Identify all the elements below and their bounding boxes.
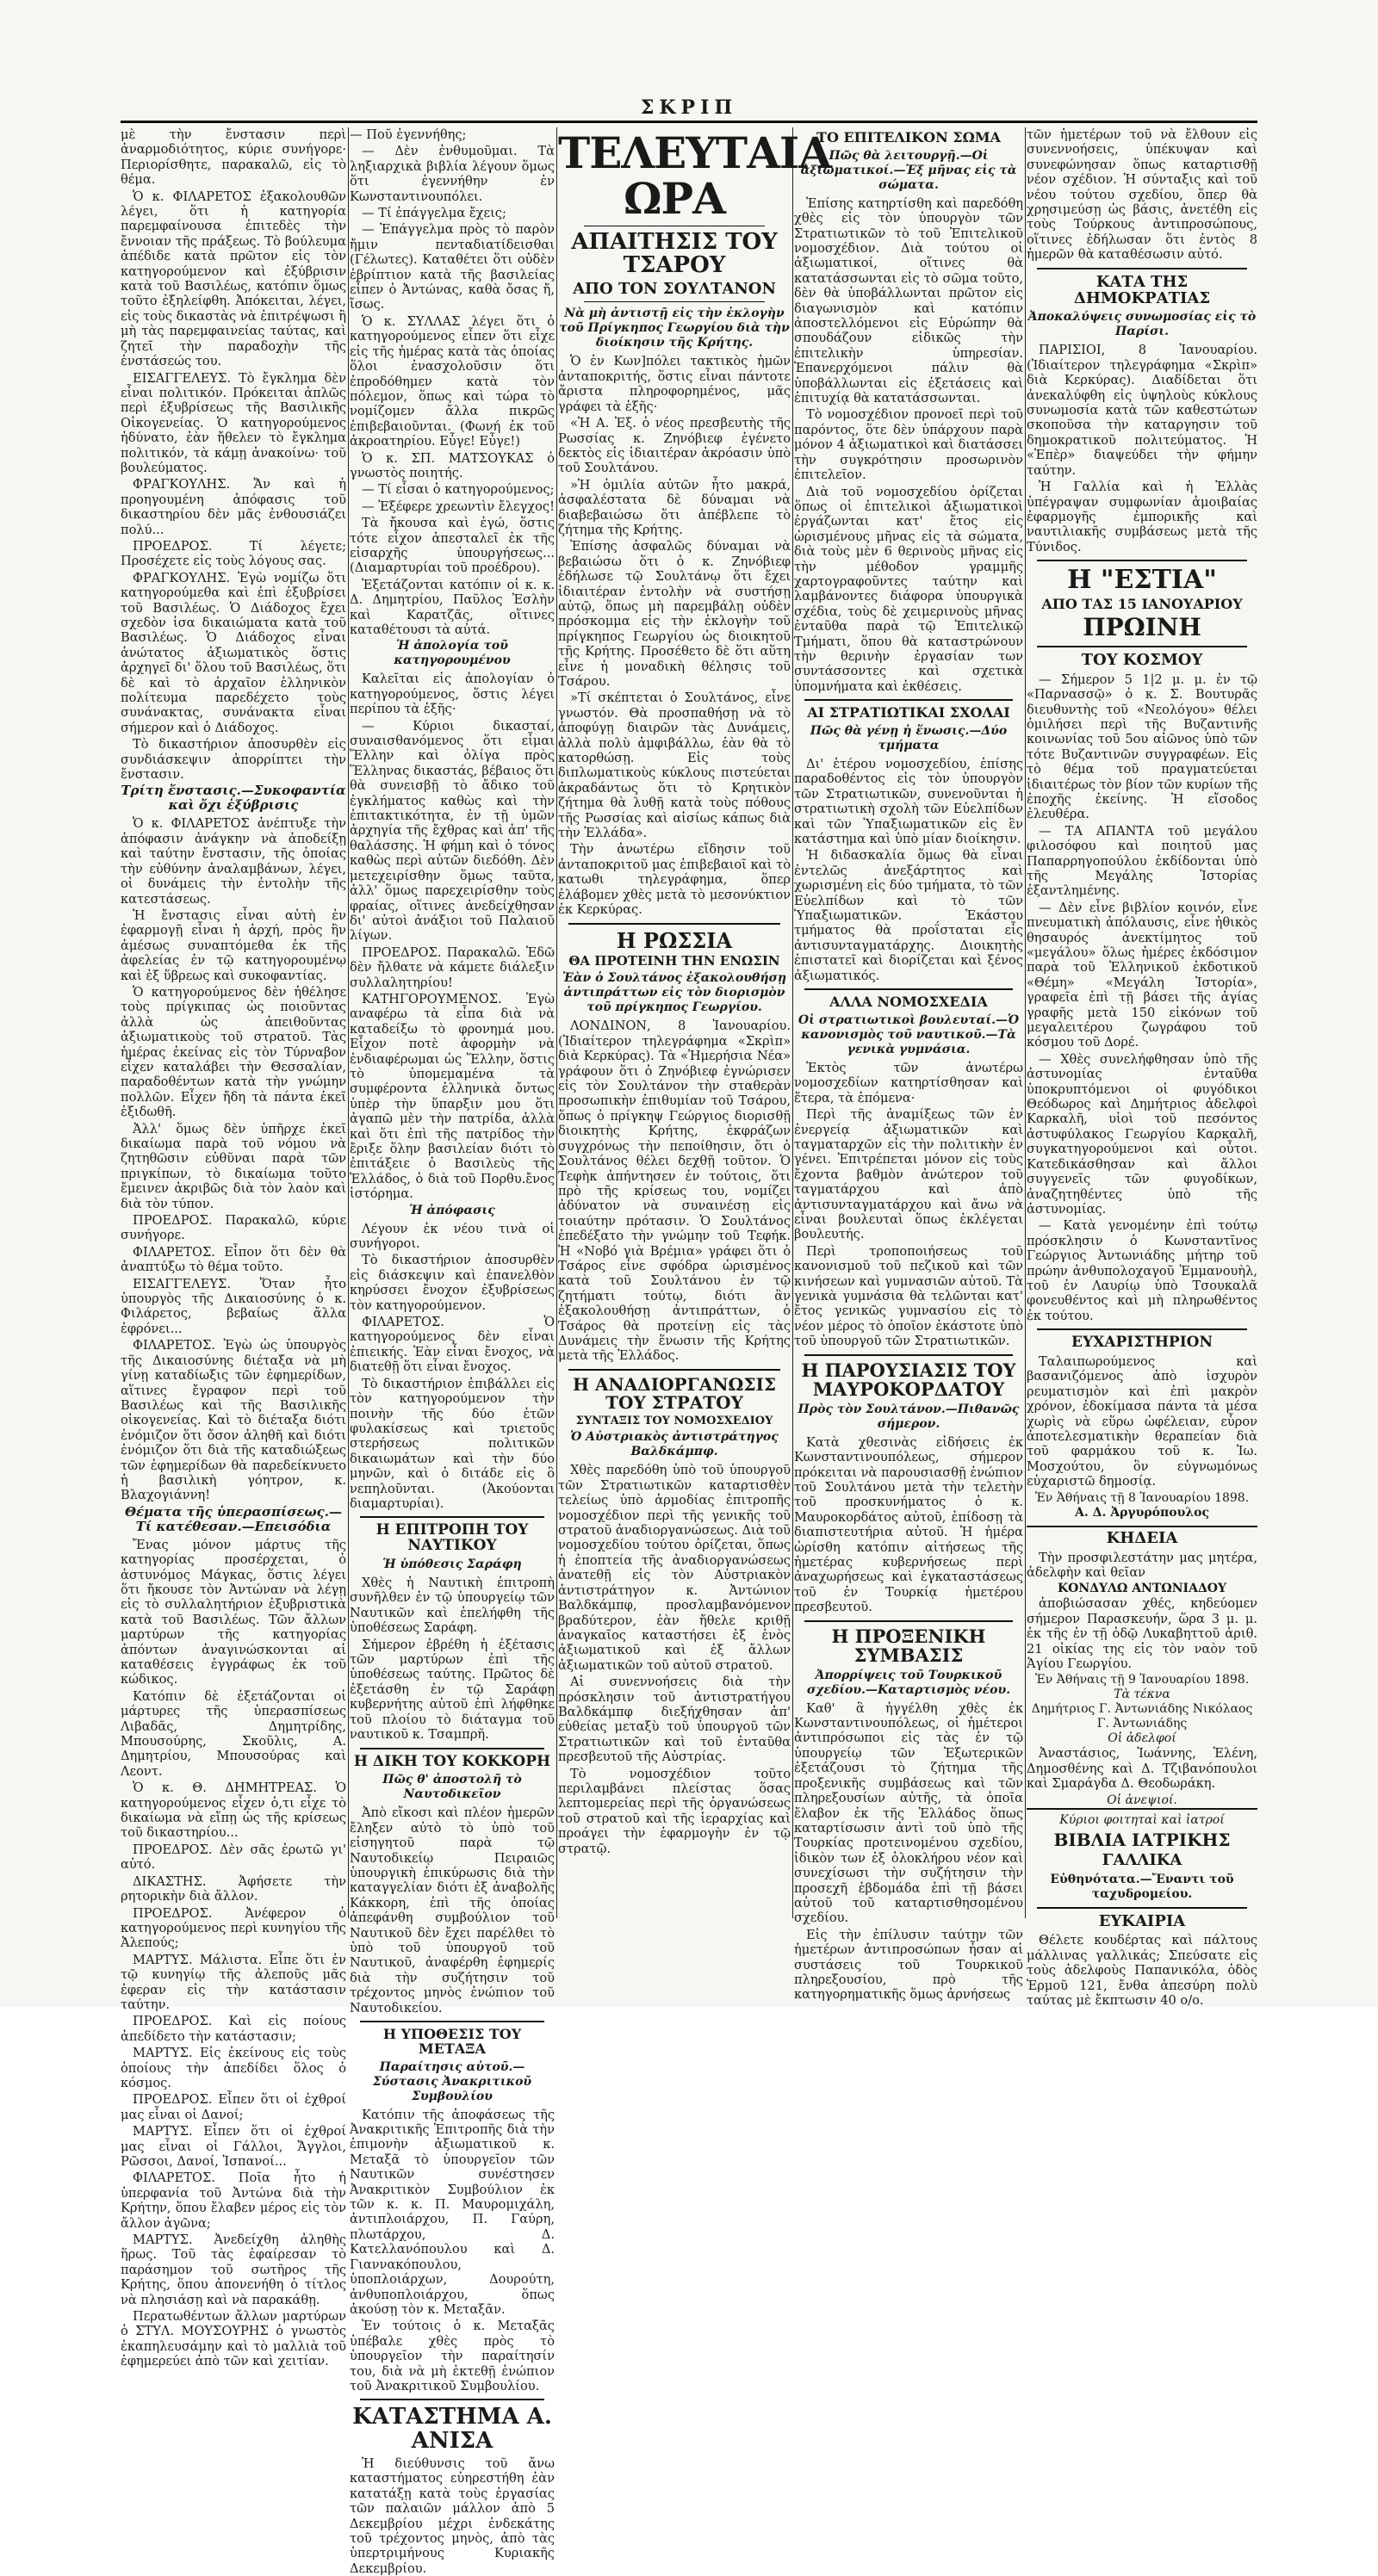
- article-paragraph: Ὁ κ. Θ. ΔΗΜΗΤΡΕΑΣ. Ὁ κατηγορούμενος εἶχεν ὁ,τι εἶχε τὸ δικαίωμα νὰ εἴπῃ ὡς τῆς κρίσεως τοῦ δικαστηρίου...: [121, 1780, 346, 1841]
- article-paragraph: Ἔνας μόνον μάρτυς τῆς κατηγορίας προσέρχεται, ὁ ἀστυνόμος Μάγκας, ὅστις λέγει ὅτι ἤκουσε τὸν Ἀντώναν νὰ λέγῃ εἰς τὸ συλλαλητήριον ἐξυβριστικὰ κατὰ τοῦ Βασιλέως. Τῶν ἄλλων μαρτύρων τῆς κατηγορίας ἀπόντων ἀναγινώσκονται αἱ καταθέσεις ἐγγράφως ἐκ τοῦ κώδικος.: [121, 1537, 346, 1687]
- section-heading: ΚΑΤΑ ΤΗΣ ΔΗΜΟΚΡΑΤΙΑΣ: [1073, 272, 1211, 307]
- article-paragraph: ΠΡΟΕΔΡΟΣ. Ἀνέφερον ὁ κατηγορούμενος περὶ κυνηγίου τῆς Ἀλεπούς;: [121, 1905, 346, 1951]
- article-paragraph: Ἀλλ' ὅμως δὲν ὑπῆρχε ἐκεῖ δικαίωμα παρὰ τοῦ νόμου νὰ ζητηθῶσιν εὐθῦναι παρὰ τῶν πριγκίπων, τὸ δικαίωμα τοῦτο ἔμεινεν ἀκριβῶς διὰ τὸν λαὸν καὶ διὰ τὸν τύπον.: [121, 1121, 346, 1211]
- article-paragraph: Ἐξετάζονται κατόπιν οἱ κ. κ. Δ. Δημητρίου, Παῦλος Ἐσλὴν καὶ Καρατζᾶς, οἵτινες καταθέτουσι τὰ αὐτά.: [350, 577, 555, 637]
- article-paragraph: — Κατὰ γενομένην ἐπὶ τούτῳ πρόσκλησιν ὁ Κωνσταντῖνος Γεώργιος Ἀντωνιάδης μήτηρ τοῦ πρώην ἀνθυπολοχαγοῦ Ἐμμανουὴλ, τοῦ ἐν Λαυρίῳ ὑπὸ Τσουκαλᾶ φονευθέντος καὶ μὴ πληρωθέντος ἐκ τούτου.: [1027, 1218, 1257, 1323]
- section-subheading: Ἐὰν ὁ Σουλτάνος ἐξακολουθήσῃ ἀντιπράττων εἰς τὸν διορισμὸν τοῦ πρίγκηπος Γεωργίου.: [562, 971, 787, 1015]
- article-paragraph: Ἐν Ἀθήναις τῇ 9 Ἰανουαρίου 1898.: [1034, 1673, 1250, 1687]
- column-divider: [792, 127, 793, 1918]
- article-paragraph: — Τί εἶσαι ὁ κατηγορούμενος;: [362, 482, 555, 498]
- article-paragraph: ΜΑΡΤΥΣ. Εἶπεν ὅτι οἱ ἐχθροί μας εἶναι οἱ Γάλλοι, Ἄγγλοι, Ρῶσσοι, Δανοί, Ἰσπανοί...: [121, 2124, 346, 2169]
- article-paragraph: Ὁ ἐν Κων]πόλει τακτικὸς ἡμῶν ἀνταποκριτής, ὅστις εἶναι πάντοτε ἄριστα πληροφορημένος, μᾶς γράφει τὰ ἑξῆς·: [558, 354, 791, 414]
- article-paragraph: Τὰ τέκνα: [1114, 1687, 1170, 1702]
- article-paragraph: Δι' ἑτέρου νομοσχεδίου, ἐπίσης παραδοθέντος εἰς τὸν ὑπουργὸν τῶν Στρατιωτικῶν, συνενοῦνται ἡ στρατιωτικὴ σχολὴ τῶν Εὐελπίδων καὶ τῶν Ὑπαξιωματικῶν εἰς ἓν κατάστημα καὶ ὑπὸ μίαν διοίκησιν.: [794, 757, 1023, 847]
- section-heading: Η ΕΠΙΤΡΟΠΗ ΤΟΥ ΝΑΥΤΙΚΟΥ: [376, 1521, 529, 1555]
- section-subheading: Ὁ Αὐστριακὸς ἀντιστράτηγος Βαλδκάμπφ.: [570, 1430, 779, 1459]
- section-heading: Η ΠΑΡΟΥΣΙΑΣΙΣ ΤΟΥ ΜΑΥΡΟΚΟΡΔΑΤΟΥ: [801, 1359, 1016, 1400]
- article-paragraph: Περὶ τῆς ἀναμίξεως τῶν ἐν ἐνεργείᾳ ἀξιωματικῶν καὶ ταγματαρχῶν εἰς τὴν πολιτικὴν ἐν γένει. Ἐπιτρέπεται μόνον εἰς τοὺς ἔχοντα βαθμὸν ἀνώτερον τοῦ ταγματάρχου καὶ ἀπὸ ἀντισυνταγματάρχου καὶ ἄνω νὰ εἶναι βουλευταὶ ὅπως ἐκλέγεται βουλευτής.: [794, 1107, 1023, 1242]
- article-paragraph: Ἐν τούτοις ὁ κ. Μεταξᾶς ὑπέβαλε χθὲς πρὸς τὸ ὑπουργεῖον τὴν παραίτησίν του, διὰ νὰ μὴ ἐκτεθῇ ἐνώπιον τοῦ Ἀνακριτικοῦ Συμβουλίου.: [350, 2319, 555, 2393]
- article-paragraph: Ἐκτὸς τῶν ἀνωτέρω νομοσχεδίων κατηρτίσθησαν καὶ ἕτερα, τὰ ἑπόμενα·: [794, 1060, 1023, 1105]
- section-heading: Η ΑΝΑΔΙΟΡΓΑΝΩΣΙΣ ΤΟΥ ΣΤΡΑΤΟΥ: [573, 1373, 776, 1413]
- article-paragraph: Περατωθέντων ἄλλων μαρτύρων ὁ ΣΤΥΛ. ΜΟΥΣΟΥΡΗΣ ὁ γνωστὸς ἐκαπηλευσάμην καὶ τὸ μαλλιὰ τοῦ ἐφημερεύει ἀπὸ τῶν καὶ χειτίαν.: [121, 2309, 346, 2369]
- article-paragraph: — Ἐπάγγελμα πρὸς τὸ παρὸν ἤμιν πενταδιατίδεισθαι (Γέλωτες). Καταθέτει ὅτι οὐδὲν ἐβρίπτιον κατὰ τῆς βασιλείας εἶπεν ὁ Ἀντώνας, καθὰ ὄσας ἤ, ἴσως.: [350, 222, 555, 313]
- article-paragraph: »Τί σκέπτεται ὁ Σουλτάνος, εἶνε γνωστόν. Θὰ προσπαθήσῃ νὰ τὸ ἀποφύγῃ διαιρῶν τὰς Δυνάμεις, ἀλλὰ πολὺ ἀμφιβάλλω, ἐὰν θὰ τὸ κατορθώσῃ. Εἰς τοὺς διπλωματικοὺς κύκλους πιστεύεται ἀκραδάντως ὅτι τὸ Κρητικὸν ζήτημα θὰ λυθῇ κατὰ τοὺς πόθους τῆς Ρωσσίας καὶ αἰσίως κάπως διὰ τὴν Ἑλλάδα».: [558, 690, 791, 841]
- obituary-notice: [1027, 1526, 1257, 1810]
- ad-line: Κύριοι φοιτηταὶ καὶ ἰατροί: [1059, 1812, 1225, 1827]
- section-rule: [568, 923, 780, 925]
- article-paragraph: ΔΙΚΑΣΤΗΣ. Ἀφήσετε τὴν ρητορικὴν διὰ ἄλλον.: [121, 1873, 346, 1904]
- article-paragraph: ΠΡΟΕΔΡΟΣ. Τί λέγετε; Προσέχετε εἰς τοὺς λόγους σας.: [121, 538, 346, 569]
- section-subheading: Ἀποκαλύψεις συνωμοσίας εἰς τὸ Παρίσι.: [1027, 310, 1257, 339]
- article-paragraph: Ἀπὸ εἴκοσι καὶ πλέον ἡμερῶν ἔληξεν αὐτὸ τὸ ὑπὸ τοῦ εἰσηγητοῦ παρὰ τῷ Ναυτοδικείῳ Πειραιῶς ὑπουργικὴ ἐπικύρωσις διὰ τὴν καταγγελίαν διότι ἐξ ἀναβολῆς Κάκκορη, ἐπὶ τῆς ὁποίας ἀπεφάνθη συμβούλιον τοῦ Ναυτικοῦ δὲν ἔχει παρέλθει τὸ ὑπὸ τοῦ ὑπουργοῦ τοῦ Ναυτικοῦ, ἀναφέρθη ἐφημερίς διὰ τὴν συζήτησιν τοῦ τρέχοντος μηνὸς ἐνώπιον τοῦ Ναυτοδικείου.: [350, 1805, 555, 2016]
- article-paragraph: Ὁ κατηγορούμενος δὲν ἠθέλησε τοὺς πρίγκιπας ὡς ποιοῦντας ἀλλὰ ὡς ἀπειθοῦντας ἀξιωματικοὺς τοῦ στρατοῦ. Τὰς ἡμέρας ἐκείνας εἰς τὸν Τύρναβον εἶχεν καταλάβει τὴν Θεσσαλίαν, παραδοθέντων κατὰ τὴν γνώμην πολλῶν. Εἶχεν ἤδη τὰ πάντα ἐκεῖ ἐξιδωθῆ.: [121, 984, 346, 1120]
- article-paragraph: — Δὲν ἐνθυμοῦμαι. Τὰ ληξιαρχικὰ βιβλία λέγουν ὅμως ὅτι ἐγεννήθην ἐν Κωνσταντινουπόλει.: [350, 144, 555, 204]
- article-paragraph: Ὁ κ. ΦΙΛΑΡΕΤΟΣ ἐξακολουθῶν λέγει, ὅτι ἡ κατηγορία παρεμφαίνουσα ἐπιτεδὲς τὴν ἔννοιαν τῆς πράξεως. Τὸ βούλευμα ἀπέδιδε κατὰ πρῶτον εἰς τὸν κατηγορούμενον καὶ ἐξύβρισιν κατὰ τοῦ Βασιλέως, κατόπιν ὅμως τοῦτο ἐξηλείφθη. Ἀπόκειται, λέγει, εἰς τοὺς δικαστὰς νὰ ἐπιτρέψωσι ἢ μὴ τὰς παρεμφαινείας ταύτας, καὶ ζητεῖ τὴν παραδοχὴν τῆς ἐνστάσεώς του.: [121, 189, 346, 369]
- section-subheading: Τρίτη ἔνστασις.—Συκοφαντία καὶ ὄχι ἐξύβρισις: [121, 783, 346, 814]
- article-paragraph: ΦΙΛΑΡΕΤΟΣ. Ἐγὼ ὡς ὑπουργὸς τῆς Δικαιοσύνης διέταξα νὰ μὴ γίνῃ καταδίωξις τῶν ἐφημερίδων, αἵτινες ἔγραφον περὶ τοῦ Βασιλέως καὶ τῆς Βασιλικῆς οἰκογενείας. Καὶ τὸ διέταξα διότι ἐνόμιζον ὅτι ὄσον ἀληθῆ καὶ διότι ἐνόμιζον ὅτι διὰ τῆς καταδιώξεως τῶν ἐφημερίδων θὰ παρεδείκνυετο ἡ βασιλικὴ γόητρον, κ. Βλαχογιάννη!: [121, 1338, 346, 1503]
- article-paragraph: ΠΑΡΙΣΙΟΙ, 8 Ἰανουαρίου. (Ἰδιαίτερον τηλεγράφημα «Σκρὶπ» διὰ Κερκύρας). Διαδίδεται ὅτι ἀνεκαλύφθη εἰς ὑψηλοὺς κύκλους συνωμοσία κατὰ τῶν καθεστώτων σκοποῦσα τὴν καταργησιν τοῦ δημοκρατικοῦ πολιτεύματος. Ἡ «Ἐπὲρ» διαψεύδει τὴν φήμην ταύτην.: [1027, 343, 1257, 478]
- ad-heading: Η "ΕΣΤΙΑ": [1067, 565, 1217, 596]
- ad-heading: ΒΙΒΛΙΑ ΙΑΤΡΙΚΗΣ: [1053, 1829, 1231, 1850]
- section-rule: [568, 1369, 780, 1371]
- section-heading: ΤΟ ΕΠΙΤΕΛΙΚΟΝ ΣΩΜΑ: [816, 129, 1001, 146]
- article-paragraph: ΕΙΣΑΓΓΕΛΕΥΣ. Τὸ ἔγκλημα δὲν εἶναι πολιτικόν. Πρόκειται ἁπλῶς περὶ ἐξυβρίσεως τῆς Βασιλικῆς Οἰκογενείας. Ὁ κατηγορούμενος ἠδύνατο, ἐὰν ἤθελεν τὸ ἔγκλημα πολιτικόν, τὰ κάμῃ ἀνακοίνω· τοῦ βουλεύματος.: [121, 370, 346, 475]
- article-paragraph: Αἱ συνεννοήσεις διὰ τὴν πρόσκλησιν τοῦ ἀντιστρατήγου Βαλδκάμπφ διεξήχθησαν ἀπ' εὐθείας μεταξὺ τοῦ ὑπουργοῦ τῶν Στρατιωτικῶν καὶ τοῦ ἐνταῦθα πρεσβευτοῦ τῆς Αὐστρίας.: [558, 1675, 791, 1765]
- section-rule: [804, 1620, 1013, 1622]
- article-paragraph: Χθὲς ἡ Ναυτικὴ ἐπιτροπὴ συνῆλθεν ἐν τῷ ὑπουργείῳ τῶν Ναυτικῶν καὶ ἐπελήφθη τῆς ὑποθέσεως Σαράφη.: [350, 1576, 555, 1636]
- section-subheading: Ἡ ἀπολογία τοῦ κατηγορουμένου: [394, 639, 511, 668]
- column-divider: [556, 127, 557, 1918]
- article-paragraph: ΜΑΡΤΥΣ. Εἰς ἐκείνους εἰς τοὺς ὁποίους τὴν ἀπεδίδει ὅλος ὁ κόσμος.: [121, 2046, 346, 2090]
- article-paragraph: — Σήμερον 5 1|2 μ. μ. ἐν τῷ «Παρνασσῷ» ὁ κ. Σ. Βουτυρᾶς διευθυντὴς τοῦ «Νεολόγου» θέλει ὁμιλήσει περὶ τῆς Βυζαντινῆς κοινωνίας τοῦ 5ου αἰῶνος ὑπὸ τῶν τότε Βυζαντινῶν συγγραφέων. Εἰς τὸ θέμα τοῦ πραγματεύεται ἰδιαιτέρως τὸν βίον τῶν κυρίων τῆς ἐποχῆς ἐκείνης. Ἡ εἴσοδος ἐλευθέρα.: [1027, 672, 1257, 822]
- article-paragraph: ΦΡΑΓΚΟΥΛΗΣ. Ἐγὼ νομίζω ὅτι κατηγορούμεθα καὶ ἐπὶ ἐξυβρίσει τοῦ Βασιλέως. Ὁ Διάδοχος ἔχει σχεδὸν ἰσα δικαιώματα κατὰ τοῦ Βασιλέως. Ὁ Διάδοχος εἶναι ἀνώτατος ἀξιωματικὸς ὅστις ἀρχηγεῖ δι' ὅλου τοῦ Βασιλέως, ὅτι δὲ καὶ τὸ ἀρχαῖον ἑλληνικὸν πολίτευμα παρεδέχετο τοὺς συνάνακτας, συνάνακτα εἶναι σήμερον καὶ ὁ Διάδοχος.: [121, 570, 346, 735]
- article-paragraph: Ἡ διεύθυνσις τοῦ ἄνω καταστήματος εὐηρεστήθη ἐὰν κατατάξῃ κατὰ τοὺς ἐργασίας τῶν παλαιῶν μάλλον ἀπὸ 5 Δεκεμβρίου μέχρι ἐνδεκάτης τοῦ τρέχοντος μηνὸς, ἀπὸ τὰς ὑπερτριμήνους Κυριακῆς Δεκεμβρίου.: [350, 2455, 555, 2576]
- signature: Α. Δ. Ἀργυρόπουλος: [1075, 1505, 1209, 1520]
- article-paragraph: Κατὰ χθεσινὰς εἰδήσεις ἐκ Κωνσταντινουπόλεως, σήμερον πρόκειται νὰ παρουσιασθῇ ἐνώπιον τοῦ Σουλτάνου μετὰ τὴν τελετὴν τοῦ προσκυνήματος ὁ κ. Μαυροκορδάτος αὐτοῦ, ἐπίδοσῃ τὰ διαπιστευτήρια αὐτοῦ. Ἡ ἡμέρα ὡρίσθη κατόπιν αἰτήσεως τῆς ἡμετέρας κυβερνήσεως περὶ ἀναχωρήσεως καὶ ἐγκαταστάσεως τοῦ ἐν Τουρκίᾳ ἡμετέρου πρεσβευτοῦ.: [794, 1434, 1023, 1615]
- article-paragraph: Ἐπίσης κατηρτίσθη καὶ παρεδόθη χθὲς εἰς τὸν ὑπουργὸν τῶν Στρατιωτικῶν τὸ τοῦ Ἐπιτελικοῦ νομοσχέδιον. Διὰ τούτου οἱ ἀξιωματικοί, οἵτινες θὰ κατατάσσωνται εἰς τὸ σῶμα τοῦτο, δὲν θὰ ὑποβάλλωνται πρῶτον εἰς διαγωνισμὸν καὶ κατόπιν ἀποστελλόμενοι εἰς Εὐρώπην θὰ σπουδάζουν εἰδικῶς τὴν ἐπιτελικὴν ὑπηρεσίαν. Ἐπανερχόμενοι πάλιν θὰ ὑποβάλλωνται εἰς ἐξετάσεις καὶ ἐπιτυχίᾳ θὰ κατατάσσωνται.: [794, 195, 1023, 406]
- lead-summary: Νὰ μὴ ἀντιστῇ εἰς τὴν ἐκλογὴν τοῦ Πρίγκηπος Γεωργίου διὰ τὴν διοίκησιν τῆς Κρήτης.: [559, 307, 790, 350]
- article-paragraph: Τὴν ἀνωτέρω εἴδησιν τοῦ ἀνταποκριτοῦ μας ἐπιβεβαιοῖ καὶ τὸ κατωθι τηλεγράφημα, ὅπερ ἐλάβομεν χθὲς μετὰ τὸ μεσονύκτιον ἐκ Κερκύρας.: [558, 842, 791, 918]
- article-paragraph: Οἱ ἀδελφοί: [1108, 1731, 1176, 1746]
- article-paragraph: Τὸ νομοσχέδιον προνοεῖ περὶ τοῦ παρόντος, ὅτε δὲν ὑπάρχουν παρὰ μόνον 4 ἀξιωματικοὶ καὶ διατάσσει τὴν συγκρότησιν προσωρινὸν ἐπιτελεῖον.: [794, 407, 1023, 483]
- header-rule: [121, 121, 1257, 123]
- column-2: [350, 127, 555, 2576]
- article-paragraph: ΦΡΑΓΚΟΥΛΗΣ. Ἄν καὶ ἡ προηγουμένη ἀπόφασις τοῦ δικαστηρίου δὲν μᾶς ἐνθουσιάζει πολύ...: [121, 477, 346, 537]
- article-paragraph: Ἐν Ἀθήναις τῇ 8 Ἰανουαρίου 1898.: [1034, 1490, 1250, 1505]
- section-rule: [804, 988, 1013, 990]
- article-paragraph: Κατόπιν δὲ ἐξετάζονται οἱ μάρτυρες τῆς ὑπερασπίσεως Λιβαδᾶς, Δημητρίδης, Μπουσούρης, Σκοῦλις, Α. Δημητρίου, Μπουσούρας καὶ Λεοντ.: [121, 1688, 346, 1779]
- column-divider: [1025, 127, 1026, 1918]
- section-subheading: Πῶς θὰ λειτουργῇ.—Οἱ ἀξιωματικοί.—Ἐξ μῆνας εἰς τὰ σώματα.: [800, 148, 1017, 192]
- article-paragraph: ΦΙΛΑΡΕΤΟΣ. Ὁ κατηγορούμενος δὲν εἶναι ἐπιεικής. Ἐὰν εἶναι ἔνοχος, νὰ διατεθῇ ὅτι εἶναι ἔνοχος.: [350, 1315, 555, 1375]
- section-heading: ΕΥΧΑΡΙΣΤΗΡΙΟΝ: [1071, 1334, 1214, 1352]
- section-subheading: Παραίτησις αὐτοῦ.—Σύστασις Ἀνακριτικοῦ Συμβουλίου: [372, 2059, 532, 2103]
- article-paragraph: Περὶ τροποποιήσεως τοῦ κανονισμοῦ τοῦ πεζικοῦ καὶ τῶν κινήσεων καὶ γυμνασιῶν αὐτοῦ. Τὰ γενικὰ γυμνάσια θὰ τελῶνται κατ' ἔτος γενικῶς γυμνασίου εἰς τὸ νέον μέρος τὸ ὁποῖον ἐκάστοτε ὑπὸ τοῦ ὑπουργοῦ τῶν Στρατιωτικῶν.: [794, 1243, 1023, 1349]
- section-heading: ΕΥΚΑΙΡΙΑ: [1098, 1911, 1186, 1930]
- column-4: [794, 127, 1023, 2003]
- section-subheading: Ἡ ἀπόφασις: [409, 1203, 495, 1217]
- article-paragraph: Θέλετε κουδέρτας καὶ πάλτους μάλλινας γαλλικάς; Σπεύσατε εἰς τοὺς ἀδελφοὺς Παπανικόλα, ὁδὸς Ἑρμοῦ 121, ἔνθα ἀπεσύρη πολὺ ταύτας μὲ ἔκπτωσιν 40 ο/ο.: [1027, 1933, 1257, 2009]
- article-paragraph: ΛΟΝΔΙΝΟΝ, 8 Ἰανουαρίου. (Ἰδιαίτερον τηλεγράφημα «Σκρὶπ» διὰ Κερκύρας). Τὰ «Ἡμερήσια Νέα» γράφουν ὅτι ὁ Ζηνόβιεφ ἐγνώρισεν εἰς τὸν Σουλτάνον τὴν σταθερὰν προσωπικὴν ἐπιθυμίαν τοῦ Τσάρου, ὅπως ὁ πρίγκηψ Γεώργιος διορισθῇ διοικητὴς Κρήτης, ἐκφράζων συγχρόνως τὴν πεποίθησιν, ὅτι ὁ Σουλτάνος θέλει δεχθῇ τοῦτον. Ὁ Τεφὴκ ἀπήντησεν ἐν τούτοις, ὅτι πρὸ τῆς κρίσεως του, νομίζει ἀδύνατον νὰ συναινέσῃ εἰς τοιαύτην πρότασιν. Ὁ Σουλτάνος ἐπεδέξατο τὴν γνώμην τοῦ Τεφήκ. Ἡ «Νοβό γιὰ Βρέμια» γράφει ὅτι ὁ Τσάρος εἶνε σφόδρα ὡρισμένος κατὰ τοῦ Σουλτάνου ἐν τῷ ζητήματι τούτῳ, διότι ἂν ἐξακολουθήσῃ ἀντιπράττων, ὁ Τσάρος θὰ προτείνῃ εἰς τὰς Δυνάμεις τὴν ἕνωσιν τῆς Κρήτης μετὰ τῆς Ἑλλάδος.: [558, 1019, 791, 1364]
- article-paragraph: — Δὲν εἶνε βιβλίον κοινόν, εἶνε πνευματικὴ ἀπόλαυσις, εἶνε ἠθικὸς θησαυρός ἀνεκτίμητος τοῦ «μεγάλου» ὅλως ἡμέρες ἐκδόσιμον παρὰ τοῦ Ἑλληνικοῦ ἐκδοτικοῦ «Θέμη» «Μεγάλη Ἱστορία», γραφεῖα ἐπὶ τῇ βάσει τῆς ἁγίας γραφῆς μετὰ 150 εἰκόνων τοῦ μεγαλειτέρου ζωγράφου τοῦ κόσμου τοῦ Δορέ.: [1027, 900, 1257, 1050]
- article-paragraph: — ΤΑ ΑΠΑΝΤΑ τοῦ μεγάλου φιλοσόφου καὶ ποιητοῦ μας Παπαρρηγοπούλου ἐκδίδονται ὑπὸ τῆς Μεγάλης Ἱστορίας ἐξαντλημένης.: [1027, 823, 1257, 899]
- article-paragraph: ΠΡΟΕΔΡΟΣ. Δὲν σᾶς ἐρωτῶ γι' αὐτό.: [121, 1842, 346, 1873]
- section-subheading: Πρὸς τὸν Σουλτάνον.—Πιθανῶς σήμερον.: [798, 1402, 1020, 1431]
- ad-heading: ΓΑΛΛΙΚΑ: [1102, 1850, 1182, 1869]
- article-paragraph: Τὸ δικαστήριον ἀποσυρθὲν εἰς διάσκεψιν καὶ ἐπανελθὸν κηρύσσει ἔνοχον ἐξυβρίσεως τὸν κατηγορούμενον.: [350, 1253, 555, 1313]
- article-paragraph: Ἐπίσης ἀσφαλῶς δύναμαι νὰ βεβαιώσω ὅτι ὁ κ. Ζηνόβιεφ ἐδήλωσε τῷ Σουλτάνῳ ὅτι ἔχει ἰδιαιτέραν ἐντολὴν νὰ συστήσῃ αὐτῷ, ὅπως μὴ παρεμβάλῃ οὐδὲν πρόσκομμα εἰς τὴν ἐκλογὴν τοῦ πρίγκηπος Γεωργίου ὡς διοικητοῦ τῆς Κρήτης. Προσέθετο δὲ ὅτι αὕτη εἶνε ἡ μοναδικὴ θέλησις τοῦ Τσάρου.: [558, 539, 791, 690]
- section-rule: [360, 2021, 544, 2022]
- article-paragraph: ΠΡΟΕΔΡΟΣ. Εἶπεν ὅτι οἱ ἐχθροί μας εἶναι οἱ Δανοί;: [121, 2092, 346, 2122]
- article-paragraph: Χθὲς παρεδόθη ὑπὸ τοῦ ὑπουργοῦ τῶν Στρατιωτικῶν καταρτισθὲν τελείως ὑπὸ ἁρμοδίας ἐπιτροπῆς νομοσχέδιον περὶ τῆς γενικῆς τοῦ στρατοῦ ἀναδιοργανώσεως. Διὰ τοῦ νομοσχεδίου τούτου ὁρίζεται, ὅπως ἡ ἐποπτεία τῆς ἀναδιοργανώσεως ἀνατεθῇ εἰς τὸν Αὐστριακὸν ἀντιστράτηγον κ. Ἀντώνιον Βαλδκάμπφ, προσλαμβανόμενον βραδύτερον, ἐὰν ἤθελε κριθῇ ἀναγκαῖος καταστήσει ἐξ ἑνὸς ἀξιωματικοῦ καὶ ἐξ ἄλλων ἀξιωματικῶν τοῦ αὐτοῦ στρατοῦ.: [558, 1463, 791, 1673]
- section-rule: [804, 699, 1013, 701]
- article-paragraph: Οἱ ἀνεψιοί.: [1107, 1793, 1177, 1807]
- article-paragraph: Καλεῖται εἰς ἀπολογίαν ὁ κατηγορούμενος, ὅστις λέγει περίπου τὰ ἑξῆς·: [350, 672, 555, 717]
- headline-rule: [584, 301, 765, 302]
- column-5: [1027, 127, 1257, 2009]
- article-paragraph: «Ἡ Α. Ἐξ. ὁ νέος πρεσβευτὴς τῆς Ρωσσίας κ. Ζηνόβιεφ ἐγένετο δεκτὸς εἰς ἰδιαιτέραν ἀκρόασιν ὑπὸ τοῦ Σουλτάνου.: [558, 416, 791, 476]
- article-paragraph: Λέγουν ἐκ νέου τινὰ οἱ συνήγοροι.: [350, 1221, 555, 1252]
- ad-heading: ΠΡΩΙΝΗ: [1083, 613, 1201, 642]
- article-paragraph: ΦΙΛΑΡΕΤΟΣ. Ποῖα ἦτο ἡ ὑπερφανία τοῦ Ἀντώνα διὰ τὴν Κρήτην, ὅπου ἔλαβεν μέρος εἰς τὸν ἄλλον ἀγῶνα;: [121, 2170, 346, 2231]
- lead-headline: ΤΕΛΕΥΤΑΙΑ ΩΡΑ: [558, 127, 832, 224]
- section-heading: ΘΑ ΠΡΟΤΕΙΝΗ ΤΗΝ ΕΝΩΣΙΝ: [568, 952, 780, 969]
- section-subheading: Πῶς θ' ἀποστολῆ τὸ Ναυτοδικεῖον: [382, 1773, 522, 1802]
- article-paragraph: Διὰ τοῦ νομοσχεδίου ὁρίζεται ὅπως οἱ ἐπιτελικοὶ ἀξιωματικοὶ ἐργάζωνται κατ' ἔτος εἰς ὡρισμένους μῆνας εἰς τὰ σώματα, διὰ τοὺς μὲν 6 θερινοὺς μῆνας εἰς τὴν μέθοδον γραμμῆς χαρτογραφοῦντες ταύτην καὶ λαμβάνοντες διάφορα ὑπουργικὰ σχέδια, τοὺς δὲ χειμερινοὺς μῆνας ἐνταῦθα παρὰ τῷ Ἐπιτελικῷ Τμήματι, ὅπου θὰ καταστρώνουν τὴν θερινὴν ἐργασίαν των συντάσσοντες καὶ σχετικὰ ὑπομνήματα καὶ ἐκθέσεις.: [794, 484, 1023, 694]
- article-paragraph: — Ἐξέφερε χρεωντὶν ἔλεγχος!: [362, 498, 555, 514]
- article-paragraph: — Τί ἐπάγγελμα ἔχεις;: [362, 206, 506, 221]
- article-paragraph: Κατόπιν τῆς ἀποφάσεως τῆς Ἀνακριτικῆς Ἐπιτροπῆς διὰ τὴν ἐπιμονὴν ἀξιωματικοῦ κ. Μεταξᾶ τὸ ὑπουργεῖον τῶν Ναυτικῶν συνέστησεν Ἀνακριτικὸν Συμβούλιον ἐκ τῶν κ. κ. Π. Μαυρομιχάλη, ἀντιπλοιάρχου, Π. Γαύρη, πλωτάρχου, Δ. Κατελλανόπουλου καὶ Δ. Γιαννακόπουλου, ὑποπλοιάρχων, Δουρούτη, ἀνθυποπλοιάρχου, ὅπως ἀκούσῃ τὸν κ. Μεταξᾶν.: [350, 2107, 555, 2317]
- article-paragraph: ΠΡΟΕΔΡΟΣ. Παρακαλῶ, κύριε συνήγορε.: [121, 1213, 346, 1243]
- lead-subheadline: ΑΠΑΙΤΗΣΙΣ ΤΟΥ ΤΣΑΡΟΥ: [571, 229, 778, 279]
- section-rule: [360, 2399, 544, 2400]
- column-3: [558, 127, 832, 1918]
- article-paragraph: Ἀναστάσιος, Ἰωάννης, Ἑλένη, Δημοσθένης καὶ Δ. Τζιβανόπουλοι καὶ Σμαράγδα Δ. Θεοδωράκη.: [1027, 1746, 1257, 1792]
- article-paragraph: Καθ' ἃ ἠγγέλθη χθὲς ἐκ Κωνσταντινουπόλεως, οἱ ἡμέτεροι ἀντιπρόσωποι εἰς τὰς ἐν τῷ ὑπουργείῳ τῶν Ἐξωτερικῶν ἐξετάζουσι τὸ ζήτημα τῆς προξενικῆς συμβάσεως καὶ τῶν πληρεξουσίων αὐτῆς, τὰ ὁποῖα ἔλαβον ἐκ τῆς Ἑλλάδος ὅπως καταρτίσωσιν ἀντὶ τοῦ ὑπὸ τῆς Τουρκίας προτεινομένου σχεδίου, ἰδικὸν των ἐξ ὁλοκλήρου νέον καὶ συνεχίσωσι τὴν συζήτησιν τὴν προσεχῆ ἑβδομάδα ἐπὶ τῇ βάσει αὐτοῦ τοῦ καταρτισθησομένου σχεδίου.: [794, 1700, 1023, 1926]
- article-paragraph: — Κύριοι δικασταί, συναισθανόμενος ὅτι εἶμαι Ἕλλην καὶ ὁλίγα πρὸς Ἕλληνας δικαστάς, βέβαιος ὅτι θὰ συνεισβῇ τὸ ἄδικο τοῦ ἐγκλήματος καθὼς καὶ τὴν ἐπιτακτικότητα, ἐν τῇ ὑμῶν ἀρχηγία τῆς ἔχθρας καὶ ἀπ' τῆς θαλάσσης. Ἡ φήμη καὶ ὁ τόνος καθὼς περὶ αὐτῶν διεδόθη. Δὲν μετεχειρίσθην ὅμως ταῦτα, ἀλλ' ὅμως παρεχειρίσθην τοὺς φραίας, οἵτινες ἀνεδείχθησαν δι' αὐτοὶ ἀνάξιοι τοῦ Παλαιοῦ λίγων.: [350, 718, 555, 944]
- ad-line: Εὐθηνότατα.—Ἔναντι τοῦ ταχυδρομείου.: [1050, 1872, 1234, 1901]
- section-subheading: Ἀπορρίψεις τοῦ Τουρκικοῦ σχεδίου.—Καταρτισμὸς νέου.: [806, 1668, 1011, 1697]
- article-paragraph: Ἡ διδασκαλία ὅμως θὰ εἶναι ἐντελῶς ἀνεξάρτητος καὶ χωρισμένη εἰς δύο τμήματα, τὸ τῶν Εὐελπίδων καὶ τὸ τῶν Ὑπαξιωματικῶν. Ἑκάστου τμήματος θὰ προΐσταται εἷς ἀντισυνταγματάρχης. Διοικητὴς ἐπιστατεῖ καὶ διορίζεται καὶ ξένος ἀξιωματικός.: [794, 848, 1023, 983]
- section-rule: [360, 1748, 544, 1749]
- article-paragraph: Εἰς τὴν ἐπίλυσιν ταύτην τῶν ἡμετέρων ἀντιπροσώπων ἦσαν αἱ συστάσεις τοῦ Τουρκικοῦ πληρεξουσίου, πρὸ τῆς κατηγορηματικῆς ὅμως ἀρνήσεως: [794, 1927, 1023, 2003]
- article-paragraph: Τὸ δικαστήριον ἀποσυρθὲν εἰς συνδιάσκεψιν ἀπορρίπτει τὴν ἔνστασιν.: [121, 737, 346, 783]
- article-paragraph: — Ποῦ ἐγεννήθης;: [350, 127, 467, 142]
- masthead-title: ΣΚΡΙΠ: [640, 96, 738, 119]
- section-rule: [1037, 646, 1247, 647]
- section-rule: [1037, 268, 1247, 269]
- article-paragraph: — Χθὲς συνελήφθησαν ὑπὸ τῆς ἀστυνομίας ἐνταῦθα ὑποκρυπτόμενοι οἱ φυγόδικοι Θεόδωρος καὶ Δημήτριος ἀδελφοὶ Καρκαλῆ, υἱοὶ τοῦ πεσόντος ἀστυφύλακος Γεωργίου Καρκαλῆ, συγκατηγορούμενοι καὶ οὗτοι. Κατεδικάσθησαν καὶ ἄλλοι συγγενεῖς τῶν φυγοδίκων, ἀναζητηθέντες ὑπὸ τῆς ἀστυνομίας.: [1027, 1051, 1257, 1217]
- article-paragraph: Τὴν προσφιλεστάτην μας μητέρα, ἀδελφὴν καὶ θεῖαν: [1027, 1550, 1257, 1580]
- section-subheading: Θέματα τῆς ὑπερασπίσεως.—Τί κατέθεσαν.—Επεισόδια: [124, 1503, 343, 1534]
- section-heading: ΤΟΥ ΚΟΣΜΟΥ: [1081, 650, 1203, 669]
- section-heading: Η ΥΠΟΘΕΣΙΣ ΤΟΥ ΜΕΤΑΞΑ: [382, 2026, 522, 2057]
- article-paragraph: Δημήτριος Γ. Ἀντωνιάδης Νικόλαος Γ. Ἀντωνιάδης: [1031, 1702, 1253, 1731]
- section-heading: ΑΙ ΣΤΡΑΤΙΩΤΙΚΑΙ ΣΧΟΛΑΙ: [807, 704, 1010, 721]
- lead-subheadline: ΑΠΟ ΤΟΝ ΣΟΥΛΤΑΝΟΝ: [573, 279, 776, 298]
- article-paragraph: ΕΙΣΑΓΓΕΛΕΥΣ. Ὅταν ἦτο ὑπουργὸς τῆς Δικαιοσύνης ὁ κ. Φιλάρετος, βεβαίως ἄλλα ἐφρόνει...: [121, 1276, 346, 1336]
- article-paragraph: »Ἡ ὁμιλία αὐτῶν ἦτο μακρά, ἀσφαλέστατα δὲ δύναμαι νὰ διαβεβαιώσω ὅτι ἀπέβλεπε τὸ ζήτημα τῆς Κρήτης.: [558, 477, 791, 537]
- article-paragraph: Τὸ νομοσχέδιον τοῦτο περιλαμβάνει πλείστας ὅσας λεπτομερείας περὶ τῆς ὀργανώσεως τοῦ στρατοῦ καὶ τῆς ἱεραρχίας καὶ προάγει τὴν ἐφαρμογὴν ἐν τῷ στρατῷ.: [558, 1766, 791, 1856]
- section-subheading: Πῶς θὰ γένῃ ἡ ἕνωσις.—Δύο τμήματα: [810, 724, 1008, 752]
- article-paragraph: Τὸ δικαστήριον ἐπιβάλλει εἰς τὸν κατηγορούμενον τὴν ποινὴν τῆς δύο ἐτῶν φυλακίσεως καὶ τριετοῦς στερήσεως πολιτικῶν δικαιωμάτων καὶ τὴν δύο μηνῶν, καὶ ὁ διτάδε εἰς ὃ νεπηλοῦνται. (Ἀκούονται διαμαρτυρίαι).: [350, 1376, 555, 1511]
- section-heading: Η ΡΩΣΣΙΑ: [616, 927, 733, 953]
- article-paragraph: ΠΡΟΕΔΡΟΣ. Καὶ εἰς ποίους ἀπεδίδετο τὴν κατάστασιν;: [121, 2014, 346, 2044]
- deceased-name: ΚΟΝΔΥΛΩ ΑΝΤΩΝΙΑΔΟΥ: [1057, 1582, 1226, 1596]
- article-paragraph: Ἡ Γαλλία καὶ ἡ Ἑλλὰς ὑπέγραψαν συμφωνίαν ἀμοιβαίας ἐφαρμογῆς ἐμπορικῆς καὶ ναυτιλιακῆς συμβάσεως μετὰ τῆς Τύνιδος.: [1027, 480, 1257, 554]
- article-paragraph: ΦΙΛΑΡΕΤΟΣ. Εἶπον ὅτι δὲν θὰ ἀναπτύξω τὸ θέμα τοῦτο.: [121, 1244, 346, 1275]
- article-paragraph: ἀποβιώσασαν χθές, κηδεύομεν σήμερον Παρασκευήν, ὥρα 3 μ. μ. ἐκ τῆς ἐν τῇ ὁδῷ Λυκαβηττοῦ ἀριθ. 21 οἰκίας της εἰς τὸν ναὸν τοῦ Ἁγίου Γεωργίου.: [1027, 1596, 1257, 1671]
- section-rule: [1037, 1328, 1247, 1330]
- article-paragraph: ΠΡΟΕΔΡΟΣ. Παρακαλῶ. Ἐδῶ δὲν ἤλθατε νὰ κάμετε διάλεξιν συλλαλητηρίου!: [350, 944, 555, 990]
- ad-subheading: ΑΠΟ ΤΑΣ 15 ΙΑΝΟΥΑΡΙΟΥ: [1041, 595, 1243, 612]
- article-paragraph: Ὁ κ. ΣΠ. ΜΑΤΣΟΥΚΑΣ ὁ γνωστὸς ποιητής.: [350, 450, 555, 480]
- article-paragraph: ΜΑΡΤΥΣ. Ἀνεδείχθη ἀληθὴς ἥρως. Τοῦ τὰς ἐφαίρεσαν τὸ παράσημον τοῦ σωτῆρος τῆς Κρήτης, ὅπου ἀπονενήθη ὁ τίτλος νὰ πλησιάσῃ καὶ νὰ παρακάθῃ.: [121, 2232, 346, 2307]
- section-subheading: Ἡ ὑπόθεσις Σαράφη: [382, 1557, 522, 1572]
- article-paragraph: ΚΑΤΗΓΟΡΟΥΜΕΝΟΣ. Ἐγὼ αναφέρω τὰ εἶπα διὰ νὰ καταδείξω τὸ φρονημά μου. Εἶχον ποτὲ ἀφορμὴν νὰ ἐνδιαφέρωμαι ὡς Ἕλλην, ὅστις τὸ ὑπομεμαμένα τὰ συμφέροντα ἑλληνικὰ ὄντως ὑπὲρ τὴν ὕπαρξιν μου ὅτι ἀγαπῶ μὲν τὴν πατρίδα, ἀλλὰ καὶ ὅτι ἐπὶ τῆς πατρίδος τὴν ἔριξε ὅλην βασιλείαν διότι τὸ ἐπιτάξειε ὁ Βασιλεὺς τῆς Ἑλλάδος, ὁ διὰ τοῦ Πορθυ.ἔνος ἱστόρημα.: [350, 991, 555, 1202]
- article-paragraph: Ὁ κ. ΣΥΛΛΑΣ λέγει ὅτι ὁ κατηγορούμενος εἶπεν ὅτι εἶχε εἰς τῆς ἡμέρας κατὰ τὰς ὁποίας ὅλοι ἐνασχολοῦσιν ὅτι ἐπροδόθημεν κατὰ τὸν πόλεμον, ὅπως καὶ τώρα τὸ νομίζομεν ἄλλα πικρῶς ἐπιβεβαιοῦνται. (Φωνή ἐκ τοῦ ἀκροατηρίου. Εὖγε! Εὖγε!): [350, 313, 555, 449]
- section-rule: [1037, 1907, 1247, 1909]
- article-paragraph: Ἡ ἔνστασις εἶναι αὐτὴ ἐν ἐφαρμογῇ εἶναι ἡ ἀρχή, πρὸς ἣν ἀμέσως συναπτόμεθα ἐκ τῆς ἀφελείας ἐν τῷ κατηγορουμένῳ καὶ ἐξ ὕβρεως καὶ συκοφαντίας.: [121, 907, 346, 983]
- section-heading: ΚΗΔΕΙΑ: [1106, 1528, 1178, 1547]
- article-paragraph: Σήμερον ἐβρέθη ἡ ἐξέτασις τῶν μαρτύρων ἐπὶ τῆς ὑποθέσεως ταύτης. Πρῶτος δὲ ἐξετάσθη ἐν τῷ Σαράφῃ κυβερνήτης αὐτοῦ ἐπὶ λήφθηκε τοῦ πλοίου τὸ διάταγμα τοῦ ναυτικοῦ κ. Τσαμπρῆ.: [350, 1637, 555, 1743]
- article-paragraph: ΜΑΡΤΥΣ. Μάλιστα. Εἶπε ὅτι ἐν τῷ κυνηγίῳ τῆς ἀλεποῦς μᾶς ἐφεραν εἰς τὴν κατάστασιν ταύτην.: [121, 1952, 346, 2012]
- section-heading: Η ΠΡΟΞΕΝΙΚΗ ΣΥΜΒΑΣΙΣ: [831, 1625, 986, 1666]
- section-heading: ΣΥΝΤΑΞΙΣ ΤΟΥ ΝΟΜΟΣΧΕΔΙΟΥ: [575, 1414, 773, 1427]
- section-subheading: Οἱ στρατιωτικοὶ βουλευταί.—Ὁ κανονισμὸς τοῦ ναυτικοῦ.—Τὰ γενικὰ γυμνάσια.: [798, 1012, 1020, 1056]
- column-divider: [348, 127, 349, 1918]
- section-heading: ΑΛΛΑ ΝΟΜΟΣΧΕΔΙΑ: [829, 994, 988, 1011]
- article-paragraph: τῶν ἡμετέρων τοῦ νὰ ἔλθουν εἰς συνεννοήσεις, ὑπέκυψαν καὶ συνεφώνησαν ὅπως καταρτισθῇ νέον σχέδιον. Ἡ σύνταξις καὶ τοῦ νέου τούτου σχεδίου, ὅπερ θὰ χρησιμεύσῃ ὡς βάσις, ἀνετέθη εἰς τοὺς Τούρκους ἀντιπροσώπους, οἵτινες ἐδήλωσαν ὅτι ἐντὸς 8 ἡμερῶν θὰ καταθέσωσιν αὐτό.: [1027, 127, 1257, 263]
- article-paragraph: Τὰ ἤκουσα καὶ ἐγώ, ὅστις τότε εἶχον ἀπεσταλεῖ ἐκ τῆς εἰσαρχῆς ὑπουργήσεως... (Διαμαρτυρίαι τοῦ προέδρου).: [350, 516, 555, 576]
- column-1: [121, 127, 346, 2369]
- article-paragraph: μὲ τὴν ἔνστασιν περὶ ἀναρμοδιότητος, κύριε συνήγορε· Περιορίσθητε, παρακαλῶ, εἰς τὸ θέμα.: [121, 127, 346, 188]
- section-rule: [1037, 560, 1247, 561]
- section-heading: Η ΔΙΚΗ ΤΟΥ ΚΟΚΚΟΡΗ: [353, 1752, 551, 1770]
- section-rule: [804, 1354, 1013, 1356]
- article-paragraph: Ταλαιπωρούμενος καὶ βασανιζόμενος ἀπὸ ἰσχυρὸν ρευματισμὸν καὶ ἐπὶ μακρὸν χρόνον, ἐδοκίμασα πάντα τὰ μέσα χωρὶς νὰ εὕρω ὠφέλειαν, εὗρον ἀποτελεσματικὴν θεραπείαν διὰ τοῦ φαρμάκου τοῦ κ. Ἰω. Μοσχούτου, ὃν εὐγνωμόνως εὐχαριστῶ δημοσίᾳ.: [1027, 1354, 1257, 1489]
- ad-heading: ΚΑΤΑΣΤΗΜΑ Α. ΑΝΙΣΑ: [352, 2404, 552, 2454]
- section-rule: [360, 1516, 544, 1518]
- article-paragraph: Ὁ κ. ΦΙΛΑΡΕΤΟΣ ἀνέπτυξε τὴν ἀπόφασιν ἀνάγκην νὰ ἀποδείξῃ καὶ ταύτην ἔνστασιν, τῆς ὁποίας τὴν εὐθύνην ἀναλαμβάνων, λέγει, οἱ δυνάμεις τὴν ἐντολὴν τῆς κατεστάσεως.: [121, 816, 346, 907]
